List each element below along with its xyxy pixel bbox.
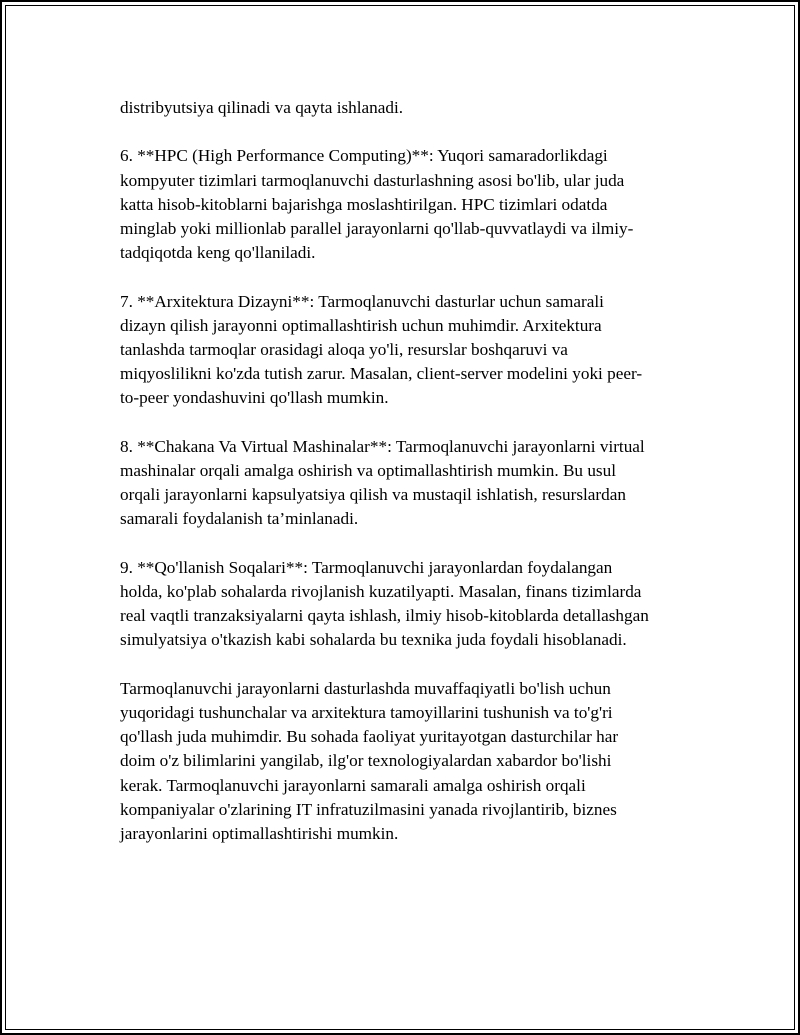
text-line: 6. **HPC (High Performance Computing)**: Yuqori samaradorlikdagi (120, 146, 608, 166)
text-line: Tarmoqlanuvchi jarayonlarni dasturlashda muvaffaqiyatli bo'lish uchun (120, 678, 611, 698)
text-line: qo'llash juda muhimdir. Bu sohada faoliyat yuritayotgan dasturchilar har (120, 727, 619, 747)
text-line: jarayonlarini optimallashtirishi mumkin. (120, 824, 399, 844)
text-line: katta hisob-kitoblarni bajarishga moslashtirilgan. HPC tizimlari odatda (120, 194, 608, 214)
page-inner-border (5, 5, 795, 1030)
paragraph-virtual-mashinalar (120, 435, 695, 532)
text-line: simulyatsiya o'tkazish kabi sohalarda bu texnika juda foydali hisoblanadi. (120, 630, 627, 650)
text-line: samarali foydalanish ta’minlanadi. (120, 509, 359, 529)
text-line: minglab yoki millionlab parallel jarayonlarni qo'llab-quvvatlaydi va ilmiy- (120, 219, 634, 238)
paragraph-arxitektura (120, 290, 695, 411)
text-line: 8. **Chakana Va Virtual Mashinalar**: Tarmoqlanuvchi jarayonlarni virtual (120, 436, 645, 456)
text-line: tanlashda tarmoqlar orasidagi aloqa yo'li, resurslar boshqaruvi va (120, 340, 568, 359)
text-line: tadqiqotda keng qo'llaniladi. (120, 243, 316, 263)
text-line: 9. **Qo'llanish Soqalari**: Tarmoqlanuvchi jarayonlardan foydalangan (120, 557, 613, 577)
text-line: kerak. Tarmoqlanuvchi jarayonlarni samarali amalga oshirish orqali (120, 775, 586, 795)
text-line: yuqoridagi tushunchalar va arxitektura tamoyillarini tushunish va to'g'ri (120, 703, 613, 722)
text-line: 7. **Arxitektura Dizayni**: Tarmoqlanuvchi dasturlar uchun samarali (120, 291, 604, 311)
paragraph-qollanish-soqalari (120, 556, 695, 653)
paragraph-conclusion (120, 677, 695, 846)
paragraph-hpc (120, 144, 695, 265)
text-line: real vaqtli tranzaksiyalarni qayta ishlash, ilmiy hisob-kitoblarda detallashgan (120, 606, 649, 626)
text-line: holda, ko'plab sohalarda rivojlanish kuzatilyapti. Masalan, finans tizimlarda (120, 582, 642, 601)
text-line: doim o'z bilimlarini yangilab, ilg'or texnologiyalardan xabardor bo'lishi (120, 751, 612, 771)
text-line: kompaniyalar o'zlarining IT infratuzilmasini yanada rivojlantirib, biznes (120, 799, 617, 819)
text-line: distribyutsiya qilinadi va qayta ishlanadi. (120, 98, 404, 117)
text-line: kompyuter tizimlari tarmoqlanuvchi dasturlashning asosi bo'lib, ular juda (120, 170, 625, 190)
document-body (120, 96, 695, 870)
text-line: mashinalar orqali amalga oshirish va optimallashtirish mumkin. Bu usul (120, 461, 616, 480)
text-line: to-peer yondashuvini qo'llash mumkin. (120, 388, 389, 408)
text-line: dizayn qilish jarayonni optimallashtirish uchun muhimdir. Arxitektura (120, 315, 602, 335)
text-line: miqyoslilikni ko'zda tutish zarur. Masalan, client-server modelini yoki peer- (120, 364, 643, 384)
paragraph-continuation (120, 96, 695, 120)
text-line: orqali jarayonlarni kapsulyatsiya qilish va mustaqil ishlatish, resurslardan (120, 485, 626, 505)
